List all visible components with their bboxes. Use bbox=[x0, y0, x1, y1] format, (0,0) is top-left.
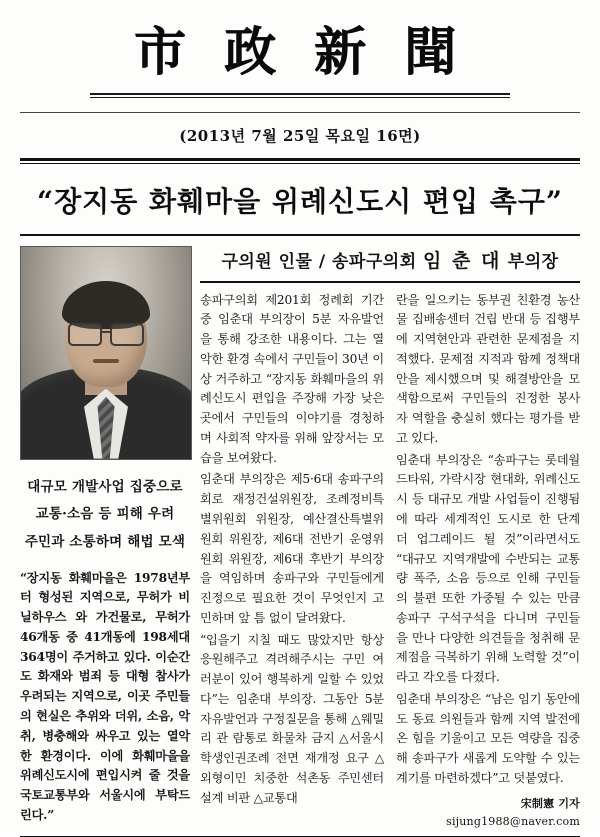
kicker-person-title: 부의장 bbox=[507, 251, 559, 272]
page-title: “장지동 화훼마을 위례신도시 편입 촉구” bbox=[37, 184, 563, 218]
paragraph: 임춘대 부의장은 “송파구는 롯데월드타워, 가락시장 현대화, 위례신도시 등 대규모 개발 사업들이 진행됨에 따라 세계적인 도시로 한 단계 더 업그레이드 될 것”이라면서도 “대규모 지역개발에 수반되는 교통량 폭주, 소음 등으로 인해 구민들의 불편 또한 가중될 수 있는 만큼 송파구 구석구석을 다니며 구민들을 만나 다양한 의견들을 청취해 문제점을 극복하기 위해 노력할 것”이라고 각오를 다졌다. bbox=[396, 452, 580, 685]
byline bbox=[396, 795, 580, 831]
left-column bbox=[20, 246, 190, 831]
subhead-line-3: 주민과 소통하며 해법 모색 bbox=[24, 533, 186, 550]
text-column-1 bbox=[200, 291, 384, 831]
article-kicker bbox=[200, 246, 580, 281]
glasses-left-lens bbox=[68, 323, 102, 346]
top-divider bbox=[20, 112, 580, 113]
glasses-right-lens bbox=[110, 323, 144, 346]
subhead-line-1: 대규모 개발사업 집중으로 bbox=[27, 478, 183, 495]
issue-date-line: (2013년 7월 25일 목요일 16면) bbox=[179, 126, 421, 145]
headline-top-rule-thin bbox=[20, 163, 580, 164]
paragraph: 임춘대 부의장은 “남은 임기 동안에도 동료 의원들과 함께 지역 발전에 온 힘을 기울이고 모든 역량을 집중해 송파구가 새롭게 도약할 수 있는 계기를 마련하겠다”고 덧붙였다. bbox=[396, 691, 580, 785]
kicker-prefix: 구의원 인물 / 송파구의회 bbox=[221, 251, 417, 272]
masthead bbox=[0, 0, 600, 98]
text-column-2 bbox=[396, 291, 580, 831]
article-body bbox=[20, 236, 580, 831]
paragraph: 송파구의회 제201회 정례회 기간 중 임춘대 부의장이 5분 자유발언을 통해 강조한 내용이다. 그는 열악한 환경 속에서 구민들이 30년 이상 거주하고 “장지동 화훼마을의 위례신도시 편입을 주장해 가장 낮은 곳에서 구민들의 이야기를 경청하며 사회적 약자를 위해 앞장서는 모습을 보여왔다. bbox=[200, 292, 384, 465]
kicker-divider bbox=[200, 281, 580, 283]
subhead-list bbox=[20, 474, 190, 557]
masthead-divider bbox=[90, 93, 510, 98]
paragraph: 임춘대 부의장은 제5·6대 송파구의회로 재정건설위원장, 조례정비특별위원회 위원장, 예산결산특별위원회 위원장, 제6대 전반기 운영위원회 위원장, 제6대 후반기 부의장을 역임하며 송파구와 구민들에게 진정으로 필요한 것이 무엇인지 고민하며 앞 틈 없이 달려왔다. bbox=[200, 472, 384, 625]
lead-paragraph: “장지동 화훼마을은 1978년부터 형성된 지역으로, 무허가 비닐하우스 와 가건물로, 무허가 46개동 중 41개동에 198세대 364명이 주거하고 있다. 이순간도 화재와 범죄 등 대형 참사가 우려되는 지역으로, 이곳 주민들의 현실은 추위와 더위, 소음, 악취, 병충해와 싸우고 있는 열악한 환경이다. 이에 화훼마을을 위례신도시에 편입시켜 줄 것을 국토교통부와 서울시에 부탁드린다.” bbox=[20, 570, 190, 822]
subhead-line-2: 교통·소음 등 피해 우려 bbox=[35, 506, 175, 523]
photo-mouth bbox=[93, 359, 119, 363]
photo-glasses bbox=[68, 323, 144, 343]
text-columns bbox=[200, 291, 580, 831]
masthead-title: 市 政 新 聞 bbox=[133, 22, 467, 83]
portrait-photo bbox=[20, 246, 192, 460]
byline-email[interactable]: sijung1988@naver.com bbox=[446, 814, 580, 828]
paragraph: “입을기 지칠 때도 많았지만 항상 응원해주고 격려해주시는 구민 여러분이 있어 행복하게 일할 수 있었다”는 임춘대 부의장. 그동안 5분 자유발언과 구정질문을 통해 △웨밀리 관 람통로 화물차 금지 △서울시 학생인권조례 전면 재개정 요구 △외형이민 치중한 석촌동 주민센터 설계 비판 △교통대 bbox=[200, 632, 384, 805]
kicker-person-name: 임 춘 대 bbox=[423, 249, 502, 272]
right-column bbox=[200, 246, 580, 831]
headline-top-rule bbox=[20, 158, 580, 161]
paragraph: 란을 일으키는 동부권 친환경 농산물 집배송센터 건립 반대 등 집행부에 지역현안과 관련한 문제점을 지적했다. 문제점 지적과 함께 정책대안을 제시했으며 및 해결방안을 모색함으로써 구민들의 진정한 봉사자 역할을 충실히 했다는 평가를 받고 있다. bbox=[396, 292, 580, 445]
byline-reporter: 宋制憲 기자 bbox=[520, 796, 580, 810]
